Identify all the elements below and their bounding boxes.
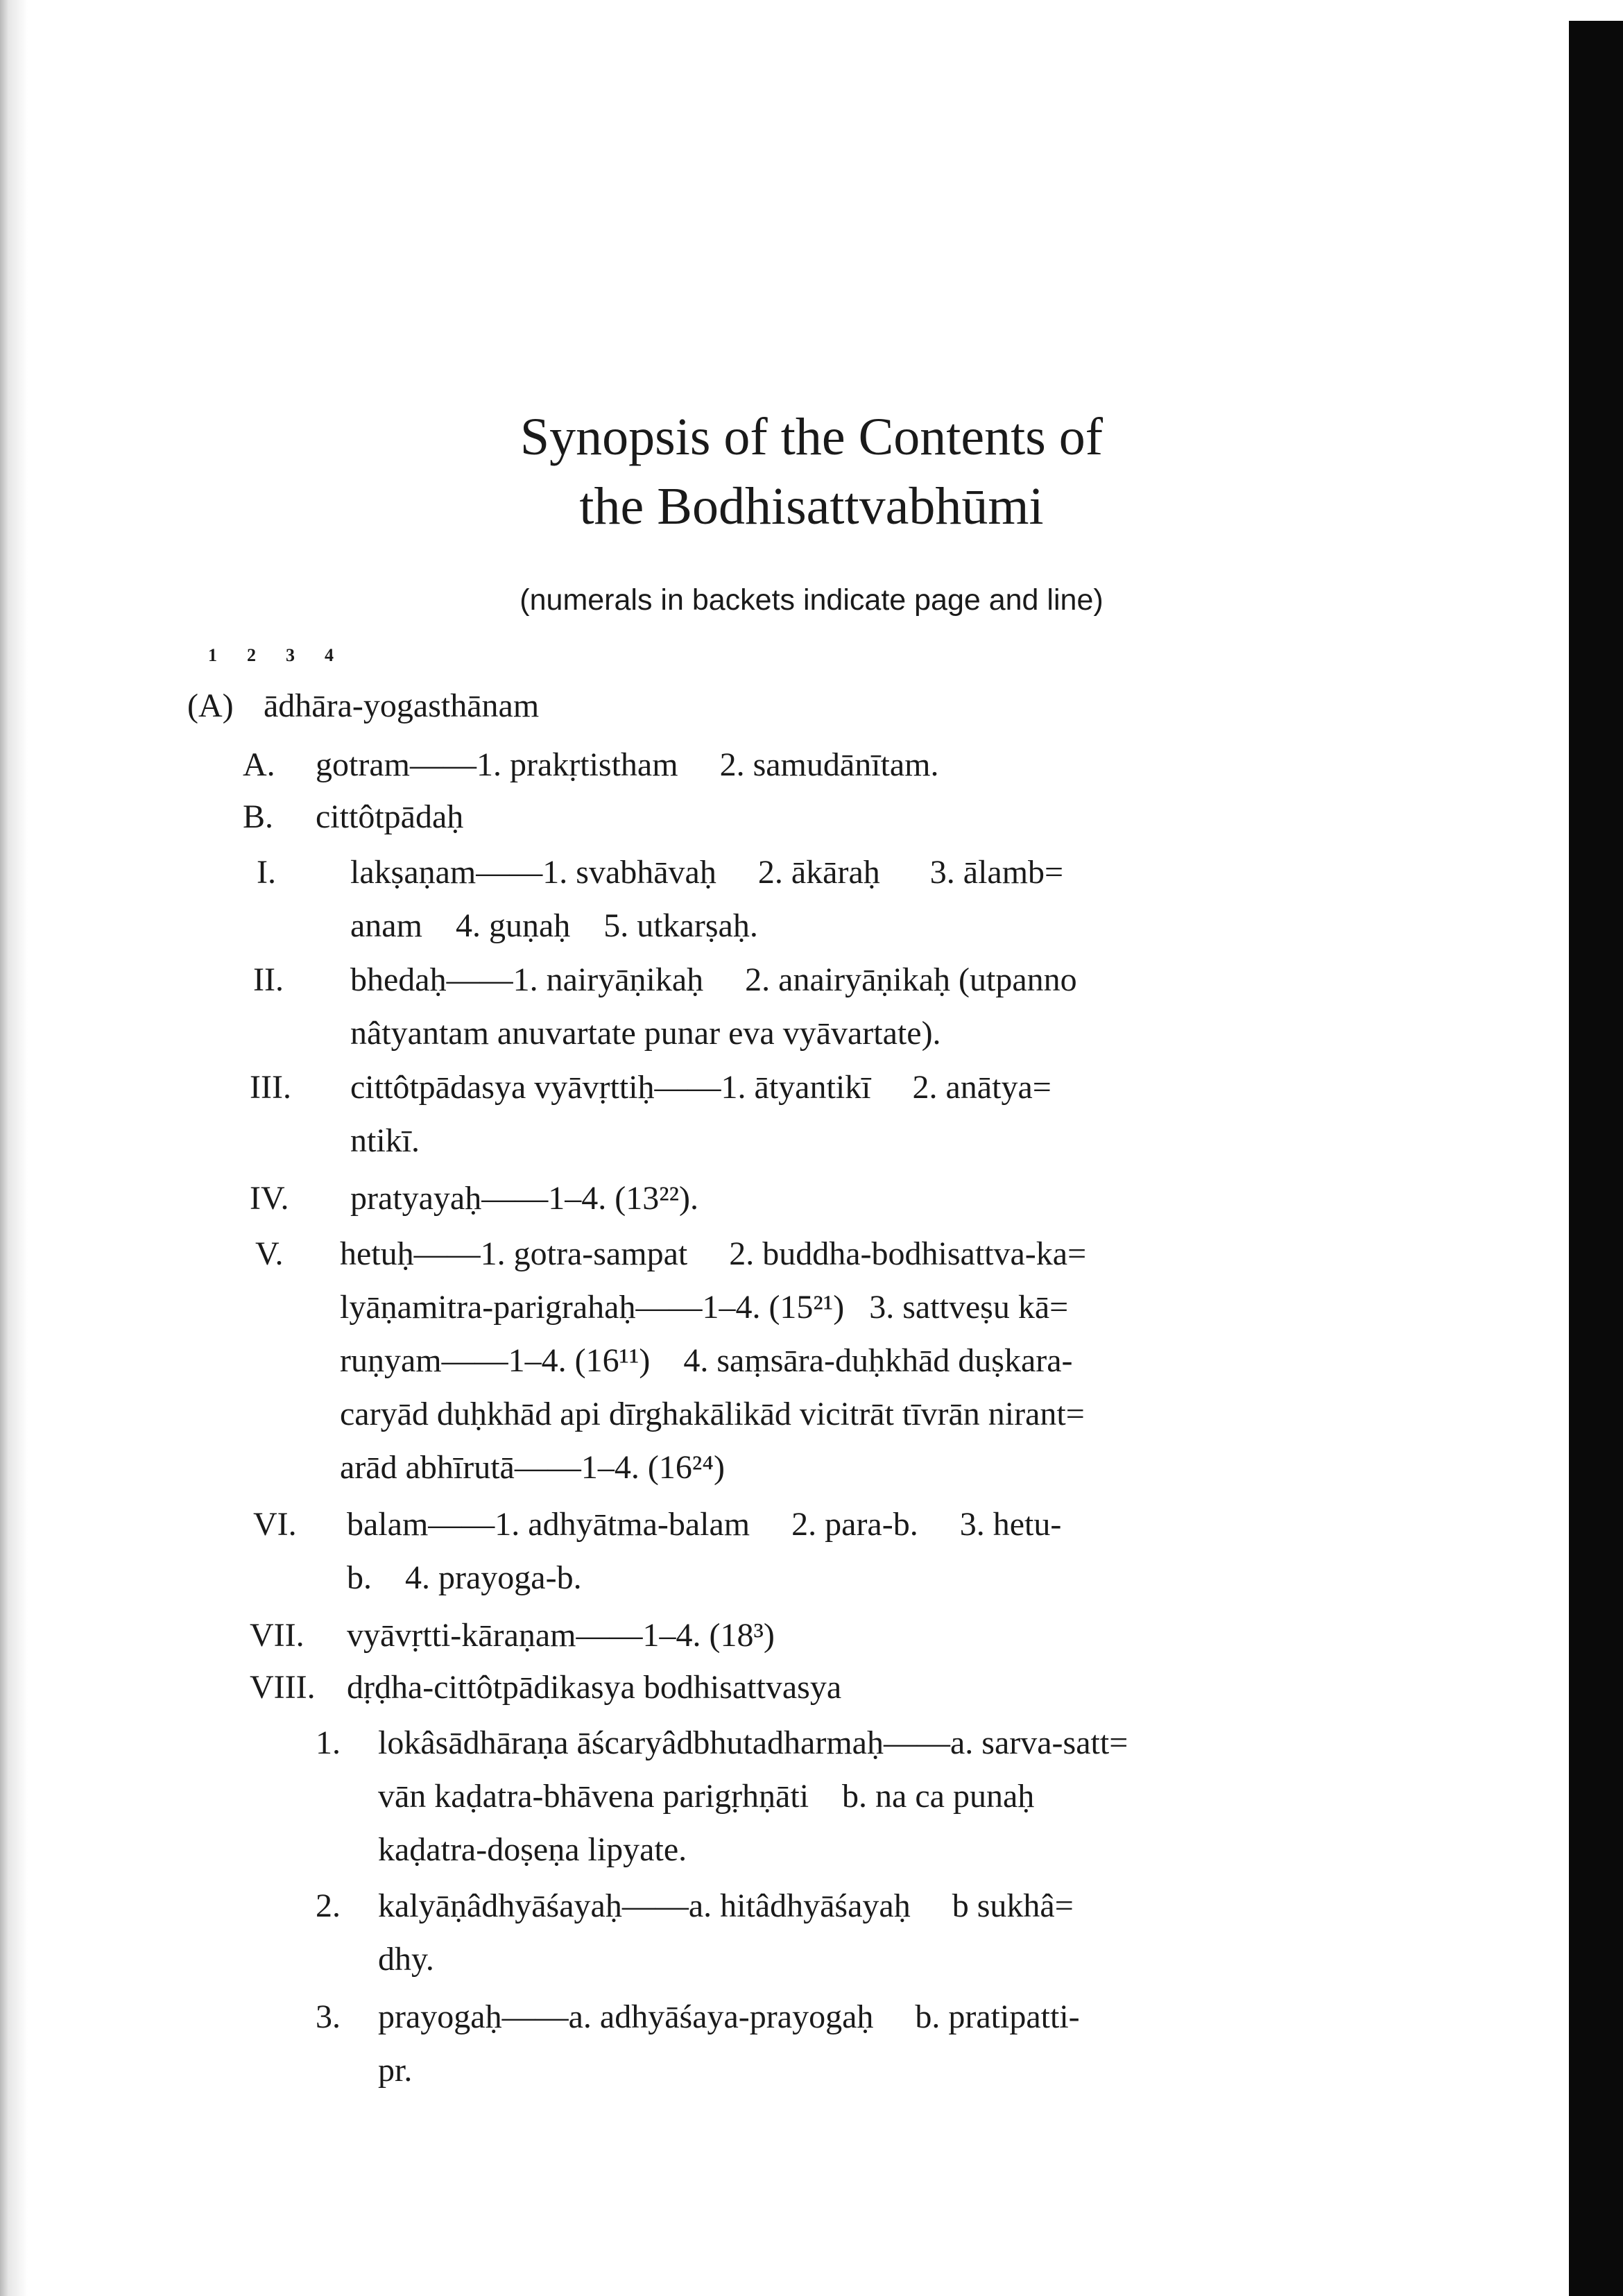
section-text-A: ādhāra-yogasthānam: [264, 687, 540, 724]
column-number: 2: [247, 645, 256, 665]
column-number: 4: [325, 645, 334, 665]
subitem-1-line-2: vān kaḍatra-bhāvena parigṛhṇāti b. na ca punaḥ: [378, 1778, 1035, 1815]
item-label-VI: VI.: [253, 1506, 297, 1543]
subsection-text-A: gotram——1. prakṛtistham 2. samudānītam.: [316, 746, 939, 783]
column-numbers: [208, 645, 363, 666]
item-label-IV: IV.: [250, 1180, 289, 1217]
item-IV-line-1: pratyayaḥ——1–4. (13²²).: [350, 1180, 698, 1217]
subsection-label-B: B.: [243, 798, 274, 835]
item-I-line-2: anam 4. guṇaḥ 5. utkarṣaḥ.: [350, 907, 758, 944]
item-I-line-1: lakṣaṇam——1. svabhāvaḥ 2. ākāraḥ 3. ālamb=: [350, 854, 1064, 891]
section-label-A: (A): [187, 687, 234, 724]
item-VI-line-1: balam——1. adhyātma-balam 2. para-b. 3. hetu-: [347, 1506, 1062, 1543]
subitem-label-2: 2.: [316, 1887, 341, 1924]
column-number: 1: [208, 645, 217, 665]
page-title-line-2: the Bodhisattvabhūmi: [579, 477, 1044, 536]
item-label-VII: VII.: [250, 1617, 304, 1654]
item-label-V: V.: [255, 1235, 284, 1272]
item-label-VIII: VIII.: [250, 1669, 316, 1706]
column-number: 3: [286, 645, 295, 665]
item-V-line-3: ruṇyam——1–4. (16¹¹) 4. saṃsāra-duḥkhād duṣkara-: [340, 1342, 1073, 1379]
subitem-1-line-1: lokâsādhāraṇa āścaryâdbhutadharmaḥ——a. sarva-satt=: [378, 1724, 1128, 1761]
item-VII-line-1: vyāvṛtti-kāraṇam——1–4. (18³): [347, 1617, 775, 1654]
item-V-line-4: caryād duḥkhād api dīrghakālikād vicitrāt tīvrān nirant=: [340, 1396, 1085, 1432]
item-III-line-2: ntikī.: [350, 1122, 420, 1159]
subitem-label-1: 1.: [316, 1724, 341, 1761]
subitem-3-line-2: pr.: [378, 2052, 413, 2089]
item-V-line-2: lyāṇamitra-parigrahaḥ——1–4. (15²¹) 3. sattveṣu kā=: [340, 1289, 1069, 1326]
item-V-line-1: hetuḥ——1. gotra-sampat 2. buddha-bodhisattva-ka=: [340, 1235, 1087, 1272]
subtitle: (numerals in backets indicate page and line): [519, 583, 1104, 617]
subitem-2-line-2: dhy.: [378, 1941, 434, 1978]
item-III-line-1: cittôtpādasya vyāvṛttiḥ——1. ātyantikī 2. anātya=: [350, 1069, 1051, 1106]
item-VI-line-2: b. 4. prayoga-b.: [347, 1559, 582, 1596]
item-label-II: II.: [253, 961, 284, 998]
item-label-III: III.: [250, 1069, 291, 1106]
subitem-3-line-1: prayogaḥ——a. adhyāśaya-prayogaḥ b. pratipatti-: [378, 1998, 1080, 2035]
page-title-line-1: Synopsis of the Contents of: [519, 408, 1104, 466]
subsection-label-A: A.: [243, 746, 275, 783]
item-VIII-line-1: dṛḍha-cittôtpādikasya bodhisattvasya: [347, 1669, 842, 1706]
subitem-1-line-3: kaḍatra-doṣeṇa lipyate.: [378, 1831, 687, 1868]
scan-shadow-left: [0, 0, 28, 2296]
subitem-label-3: 3.: [316, 1998, 341, 2035]
subitem-2-line-1: kalyāṇâdhyāśayaḥ——a. hitâdhyāśayaḥ b sukhâ=: [378, 1887, 1074, 1924]
scan-border-right: [1569, 21, 1623, 2296]
item-label-I: I.: [257, 854, 276, 891]
item-V-line-5: arād abhīrutā——1–4. (16²⁴): [340, 1449, 725, 1486]
subsection-text-B: cittôtpādaḥ: [316, 798, 464, 835]
item-II-line-2: nâtyantam anuvartate punar eva vyāvartate).: [350, 1015, 941, 1052]
item-II-line-1: bhedaḥ——1. nairyāṇikaḥ 2. anairyāṇikaḥ (utpanno: [350, 961, 1077, 998]
